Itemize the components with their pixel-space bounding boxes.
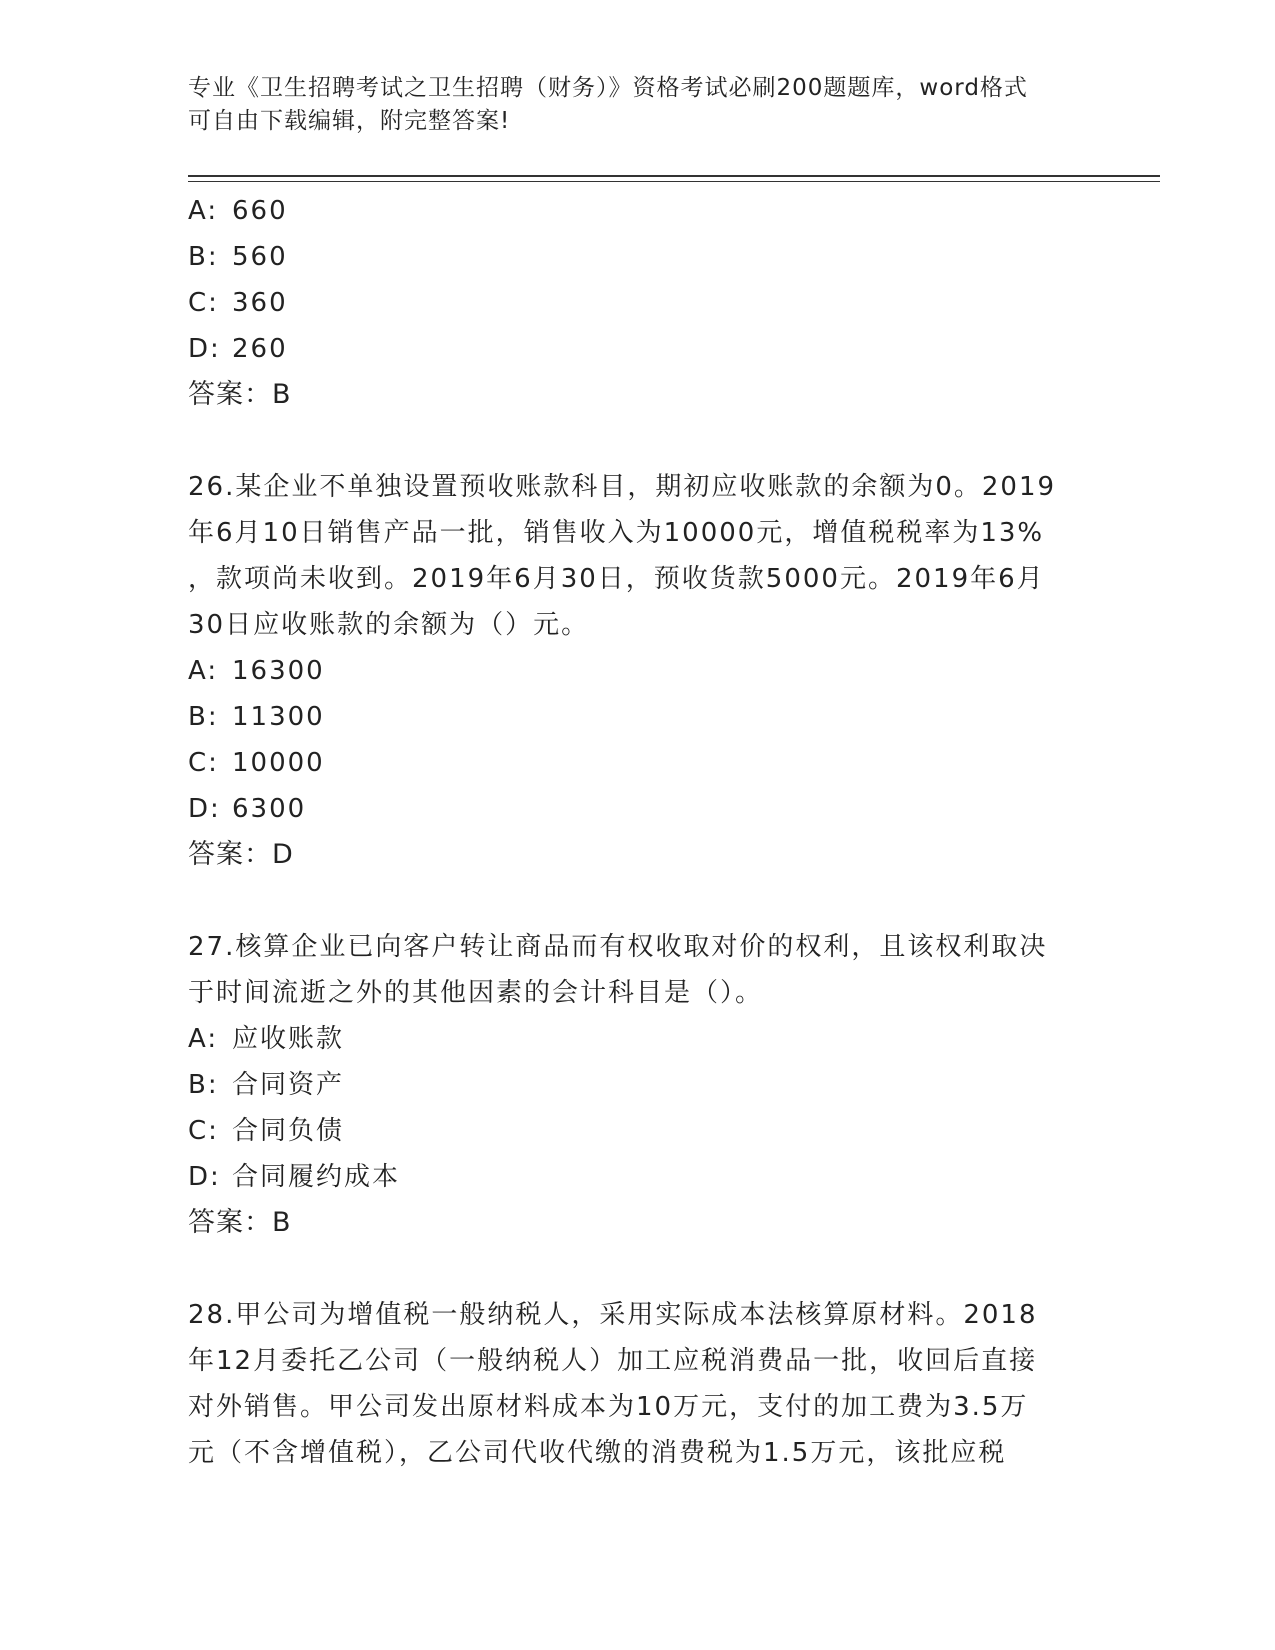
question-text-line: 元（不含增值税），乙公司代收代缴的消费税为1.5万元，该批应税 bbox=[188, 1438, 1007, 1468]
spacer bbox=[188, 1246, 1088, 1292]
option-a: A: 660 bbox=[188, 196, 288, 226]
question-text-line: 30日应收账款的余额为（）元。 bbox=[188, 610, 590, 640]
option-a: A: 16300 bbox=[188, 656, 325, 686]
option-a: A: 应收账款 bbox=[188, 1024, 345, 1054]
header-title-line-2: 可自由下载编辑，附完整答案! bbox=[188, 108, 511, 134]
header-divider-thick bbox=[188, 175, 1160, 177]
question-26 bbox=[188, 464, 1088, 878]
option-d: D: 260 bbox=[188, 334, 288, 364]
question-text-line: 对外销售。甲公司发出原材料成本为10万元，支付的加工费为3.5万 bbox=[188, 1392, 1029, 1422]
option-d: D: 6300 bbox=[188, 794, 307, 824]
option-b: B: 合同资产 bbox=[188, 1070, 345, 1100]
question-25 bbox=[188, 188, 1088, 418]
question-text-line: ，款项尚未收到。2019年6月30日，预收货款5000元。2019年6月 bbox=[188, 564, 1045, 594]
answer-line: 答案：D bbox=[188, 839, 294, 870]
option-b: B: 560 bbox=[188, 242, 288, 272]
question-text-line: 27.核算企业已向客户转让商品而有权收取对价的权利，且该权利取决 bbox=[188, 932, 1048, 962]
option-c: C: 10000 bbox=[188, 748, 325, 778]
option-b: B: 11300 bbox=[188, 702, 325, 732]
spacer bbox=[188, 878, 1088, 924]
question-text-line: 26.某企业不单独设置预收账款科目，期初应收账款的余额为0。2019 bbox=[188, 472, 1057, 502]
option-d: D: 合同履约成本 bbox=[188, 1162, 401, 1192]
question-text-line: 年12月委托乙公司（一般纳税人）加工应税消费品一批，收回后直接 bbox=[188, 1346, 1038, 1376]
question-text-line: 年6月10日销售产品一批，销售收入为10000元，增值税税率为13% bbox=[188, 518, 1045, 548]
document-header bbox=[188, 72, 1088, 138]
header-title-line-1: 专业《卫生招聘考试之卫生招聘（财务）》资格考试必刷200题题库，word格式 bbox=[188, 75, 1028, 101]
spacer bbox=[188, 418, 1088, 464]
answer-line: 答案：B bbox=[188, 379, 292, 410]
question-text-line: 于时间流逝之外的其他因素的会计科目是（）。 bbox=[188, 978, 764, 1008]
question-text-line: 28.甲公司为增值税一般纳税人，采用实际成本法核算原材料。2018 bbox=[188, 1300, 1038, 1330]
header-divider-thin bbox=[188, 181, 1160, 182]
option-c: C: 合同负债 bbox=[188, 1116, 345, 1146]
option-c: C: 360 bbox=[188, 288, 288, 318]
question-28 bbox=[188, 1292, 1088, 1476]
question-27 bbox=[188, 924, 1088, 1246]
document-body bbox=[188, 188, 1088, 1476]
answer-line: 答案：B bbox=[188, 1207, 292, 1238]
